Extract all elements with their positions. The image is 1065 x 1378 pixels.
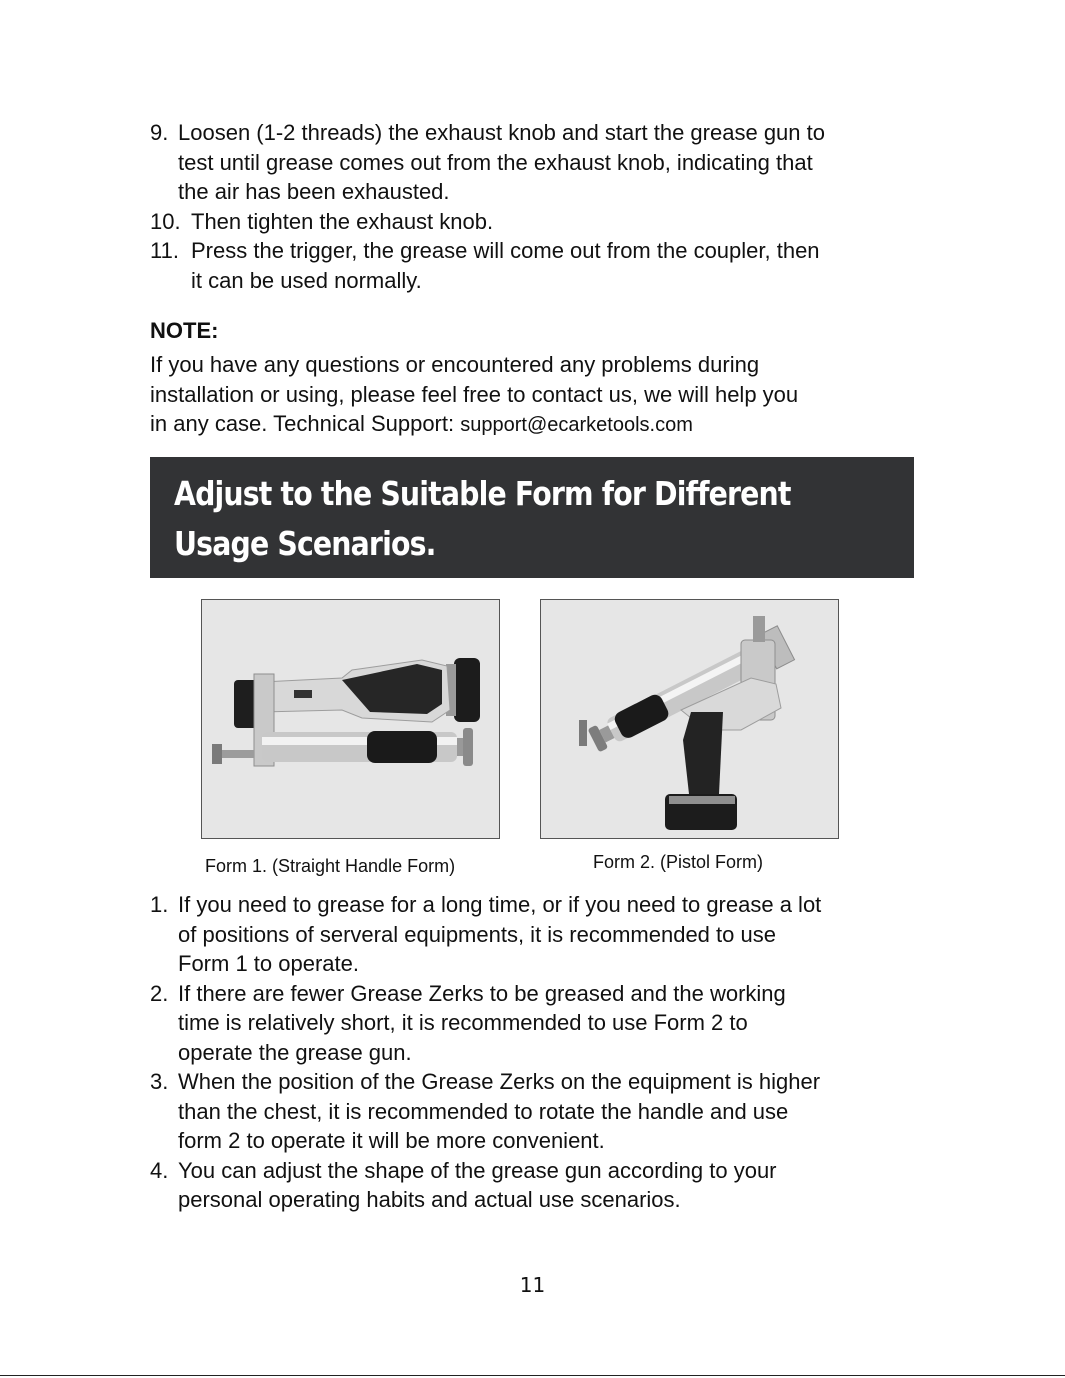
step-item xyxy=(150,207,930,237)
support-email: support@ecarketools.com xyxy=(460,414,693,436)
note-line: If you have any questions or encountered any problems during xyxy=(150,352,760,377)
tip-item xyxy=(150,1156,940,1215)
tip-item xyxy=(150,890,940,979)
page-number: 11 xyxy=(519,1273,546,1297)
tip-line: If you need to grease for a long time, or if you need to grease a lot xyxy=(178,892,822,917)
tip-line: of positions of serveral equipments, it is recommended to use xyxy=(178,921,776,947)
tip-number: 2. xyxy=(150,980,169,1006)
step-line: Loosen (1-2 threads) the exhaust knob and start the grease gun to xyxy=(178,120,825,145)
step-number: 10. xyxy=(150,208,181,234)
figure-caption-2: Form 2. (Pistol Form) xyxy=(593,852,764,872)
step-item xyxy=(150,118,930,207)
page-bottom-rule xyxy=(0,1375,1065,1376)
grease-gun-straight-illustration xyxy=(202,600,499,838)
banner-title xyxy=(174,469,793,569)
step-line: Then tighten the exhaust knob. xyxy=(191,208,494,234)
tip-line: time is relatively short, it is recommended to use Form 2 to xyxy=(178,1010,748,1035)
tip-number: 3. xyxy=(150,1069,169,1094)
tip-line: operate the grease gun. xyxy=(178,1039,412,1065)
banner-title-line: Adjust to the Suitable Form for Different xyxy=(174,474,791,513)
note-line: installation or using, please feel free to contact us, we will help you xyxy=(150,381,799,407)
tip-line: You can adjust the shape of the grease gun according to your xyxy=(178,1157,777,1183)
step-line: test until grease comes out from the exhaust knob, indicating that xyxy=(178,149,813,175)
step-line: Press the trigger, the grease will come out from the coupler, then xyxy=(191,238,820,263)
figure-caption-1: Form 1. (Straight Handle Form) xyxy=(205,856,456,876)
setup-steps-list xyxy=(150,118,930,295)
tip-line: Form 1 to operate. xyxy=(178,951,359,976)
note-text xyxy=(150,350,930,441)
tip-number: 1. xyxy=(150,892,169,917)
banner-title-line: Usage Scenarios. xyxy=(174,524,436,563)
tip-line: than the chest, it is recommended to rotate the handle and use xyxy=(178,1098,789,1124)
pistol-form-photo xyxy=(540,599,839,839)
note-heading: NOTE: xyxy=(150,318,219,343)
straight-handle-form-photo xyxy=(201,599,500,839)
note-line xyxy=(150,409,930,441)
step-item xyxy=(150,236,930,295)
section-banner xyxy=(150,457,914,578)
tip-number: 4. xyxy=(150,1157,169,1183)
tip-line: form 2 to operate it will be more convenient. xyxy=(178,1128,605,1153)
step-line: it can be used normally. xyxy=(191,267,422,293)
tip-line: personal operating habits and actual use scenarios. xyxy=(178,1187,681,1212)
note-line-text: in any case. Technical Support: xyxy=(150,411,461,436)
tip-line: If there are fewer Grease Zerks to be greased and the working xyxy=(178,980,786,1006)
usage-tips-list xyxy=(150,890,940,1215)
step-number: 9. xyxy=(150,120,169,145)
step-line: the air has been exhausted. xyxy=(178,179,450,204)
tip-line: When the position of the Grease Zerks on the equipment is higher xyxy=(178,1069,821,1094)
grease-gun-pistol-illustration xyxy=(541,600,838,838)
tip-item xyxy=(150,979,940,1068)
step-number: 11. xyxy=(150,238,179,263)
tip-item xyxy=(150,1067,940,1156)
